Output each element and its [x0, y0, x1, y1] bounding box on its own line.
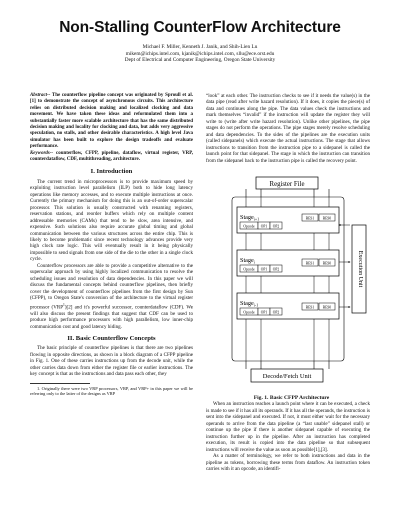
abstract-label: Abstract — [30, 93, 48, 98]
stage-label: Stage$_i$ — [240, 256, 255, 265]
right-paragraph-2: When an instruction reaches a launch point where it can be executed, a check is made to see if it has all its operands. If it has all the operands, the instruction is sent into the sidepanel and executed. If not, it must either wait for the necessary operands to arrive from the data pipeline (a “last unable” sidepanel stall) or continue up the pipe if there is another sidepanel capable of executing the instruction further up in the pipeline. After an instruction has completed execution, its result is copied into the data pipeline so that subsequent instructions will receive the value as soon as possible[1],[3]. — [206, 401, 370, 453]
stage-i — [237, 250, 339, 276]
author-block — [0, 44, 400, 64]
svg-text:Opcode: Opcode — [243, 267, 255, 272]
basic-paragraph-1: The basic principle of counterflow pipelines is that there are two pipelines flowing in opposite directions, as shown in a block diagram of a CFPP pipeline in Fig. 1. One of these carries instructions up from the decode unit, while the other carries data down from either the register file or earlier instructions. The key concept is that as the instructions and data pass each other, they — [30, 345, 193, 378]
right-paragraph-1: “look” at each other. The instruction checks to see if it needs the value(s) in the data pipe (read after write hazard resolution). If it does, it copies the piece(s) of data and continues along the pipe. The data values check the instructions and mark themselves “invalid” if the instruction will update the register they will write to (write after write hazard resolution). Unlike other pipelines, the pipe stages do not perform the operations. The pipe stages merely resolve scheduling and data dependencies. To the sides of the pipelines are the execution units (called sidepanels) which execute the actual instructions. The stage that allows instructions to transition from the instruction pipe to a sidepanel is called the launch point for that sidepanel. The stage in which the instruction can transition from the sidepanel back to the instruction pipe is called the recovery point. — [206, 93, 370, 164]
section-heading-basic-concepts: II. Basic Counterflow Concepts — [67, 335, 156, 343]
svg-text:RES1: RES1 — [305, 305, 315, 310]
footnote: 1. Originally there were two VRP processors, VRP, and VRP+ in this paper we will be referring only to the latter of the designs as VRP — [30, 385, 193, 397]
svg-text:OP1: OP1 — [260, 267, 268, 272]
stage-label: Stage$_{i+1}$ — [240, 213, 260, 222]
svg-text:RES0: RES0 — [322, 216, 332, 221]
svg-text:Opcode: Opcode — [243, 310, 255, 315]
svg-text:OP2: OP2 — [272, 267, 280, 272]
author-emails: mikem@ichips.intel.com, kjanik@ichips.intel.com, sllu@ece.orst.edu — [125, 50, 275, 57]
stage-i-plus-1 — [237, 207, 339, 233]
footnote-rule — [30, 383, 90, 384]
keywords-label: Keywords — [30, 150, 50, 156]
stage-label: Stage$_{i-1}$ — [240, 299, 259, 308]
right-paragraph-3: As a matter of terminology, we refer to both instructions and data in the pipeline as tokens, borrowing these terms from dataflow. An instruction token carries with it an opcode, an identifi- — [206, 453, 370, 472]
abstract-text: -- The counterflow pipeline concept was originated by Sproull et al.[1] to demonstrate the concept of asynchronous circuits. This architecture relies on distributed decision making and localized clocking and data movement. We have taken these ideas and reformulated them into a substantially faster more scalable architecture that has the same distributed decision making and locality for clocking and data, but adds very aggressive speculation, no stalls, and other desirable characteristics. A high level Java simulator has been built to explore the design tradeoffs and evaluate performance. — [30, 93, 193, 150]
svg-text:OP1: OP1 — [260, 224, 268, 229]
abstract — [30, 93, 193, 151]
footnote-marker: 1 — [63, 302, 65, 307]
author-affiliation: Dept of Electrical and Computer Engineering, Oregon State University — [124, 57, 276, 64]
right-column — [206, 93, 370, 472]
section-heading-introduction: I. Introduction — [90, 168, 133, 176]
register-file-label: Register File — [269, 180, 305, 188]
stage-i-minus-1 — [237, 293, 339, 319]
intro-paragraph-2-text: Counterflow processors are able to provide a competitive alternative to the superscalar approach by using highly localized communication to resolve the scheduling issues and resolution of data dependencies. In this paper we will discuss the fundamental concepts behind counterflow pipelines, then briefly cover the development of counterflow pipelines from the first design by Sun (CFPP), to Oregon State's conversion of the architecture to the virtual register processor (VRP — [30, 262, 193, 311]
keywords — [30, 151, 193, 164]
svg-text:RES0: RES0 — [322, 261, 332, 266]
keywords-text: -- counterflow, CFPP, pipeline, dataflow, virtual register, VRP, counterdataflow, CDF, multithreading, architecture. — [30, 150, 193, 163]
paper-title: Non-Stalling CounterFlow Architecture — [59, 19, 341, 36]
cfpp-diagram — [206, 167, 370, 395]
svg-text:RES1: RES1 — [305, 216, 315, 221]
svg-text:OP2: OP2 — [272, 224, 280, 229]
intro-paragraph-2-cont: )[2] and it's powerful successor, counterdataflow (CDF). We will also discuss the present findings that suggest that CDF can be used to produce high performance processors with high parallelism, low inner-chip communication cost and good latency hiding. — [30, 304, 193, 330]
left-column — [30, 93, 193, 397]
intro-paragraph-2 — [30, 263, 193, 330]
intro-paragraph-1: The current trend in microprocessors is to provide maximum speed by exploiting instruction level parallelism (ILP) both to hide long latency operations like memory accesses, and to execute multiple instructions at once. Currently the primary mechanism for doing this is an out-of-order superscalar processor. This solution is usually constructed with renaming registers, reservation stations, and reorder buffers which rely on multiple content addressable memories (CAMs) that tend to be slow, area intensive, and expensive. Such solutions also require accurate global timing and global communication between the various structures across the entire chip. This is likely to become problematic since recent technology advances provide very high clock rate logic. This will eventually result in it being physically impossible to send signals from one side of the die to the other in a single clock cycle. — [30, 178, 193, 263]
author-names: Michael F. Miller, Kenneth J. Janik, and Shih-Lien Lu — [142, 44, 258, 50]
sidepanel-arrows — [339, 225, 350, 307]
svg-text:OP2: OP2 — [272, 310, 280, 315]
svg-text:Opcode: Opcode — [243, 224, 255, 229]
svg-text:RES1: RES1 — [305, 261, 315, 266]
decode-unit-label: Decode/Fetch Unit — [262, 372, 312, 380]
svg-text:OP1: OP1 — [260, 310, 268, 315]
figure-caption: Fig. 1. Basic CFPP Architecture — [253, 394, 330, 401]
execution-unit-label: Execution Unit — [357, 250, 363, 288]
cfpp-figure — [206, 167, 370, 395]
svg-text:RES0: RES0 — [322, 305, 332, 310]
